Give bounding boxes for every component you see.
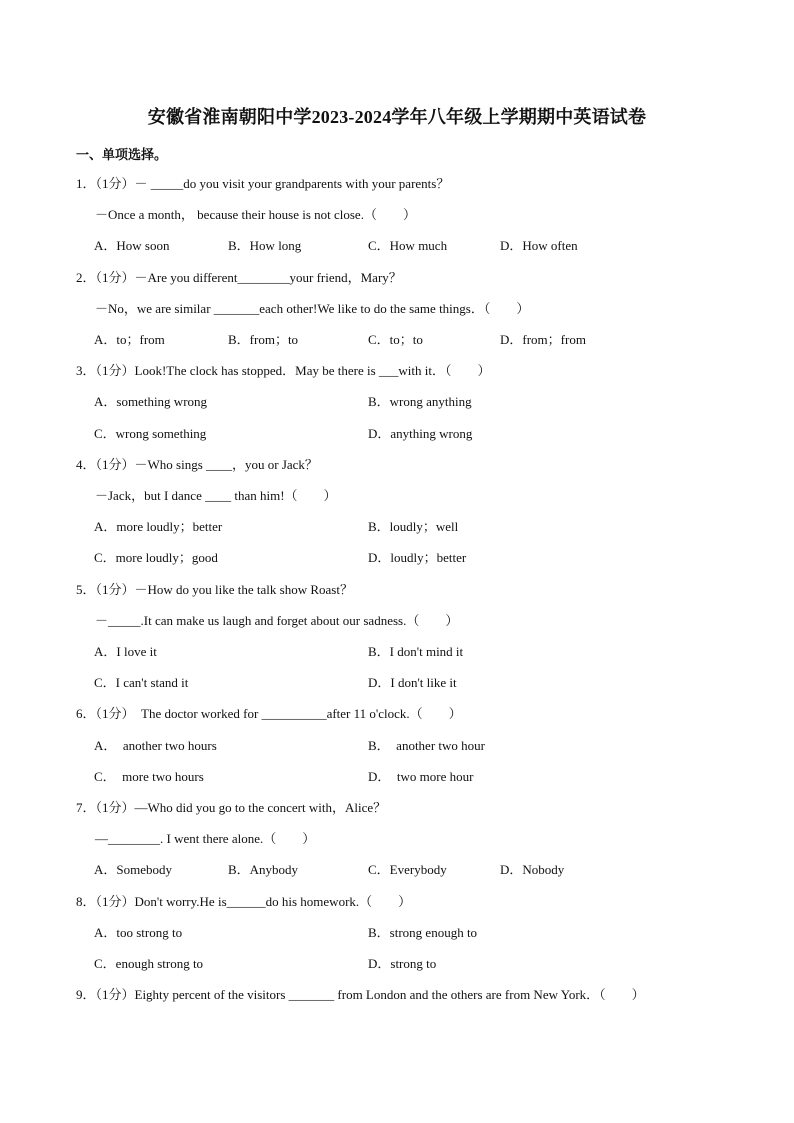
question-1-response: －Once a month， because their house is not close.（ ）	[95, 207, 416, 222]
question-8-option-b[interactable]: B．strong enough to	[368, 925, 478, 940]
question-8-option-c[interactable]: C．enough strong to	[94, 956, 204, 971]
question-6-option-b[interactable]: B． another two hour	[368, 738, 485, 753]
question-1-option-a[interactable]: A．How soon	[94, 238, 170, 253]
question-1-stem: 1．（1分）－ _____do you visit your grandparents with your parents？	[76, 176, 450, 191]
question-5-option-a[interactable]: A．I love it	[94, 644, 157, 659]
question-7-option-a[interactable]: A．Somebody	[94, 862, 173, 877]
question-1-option-d[interactable]: D．How often	[500, 238, 578, 253]
question-3-option-b[interactable]: B．wrong anything	[368, 394, 472, 409]
question-5-option-d[interactable]: D．I don't like it	[368, 675, 457, 690]
question-5-option-b[interactable]: B．I don't mind it	[368, 644, 464, 659]
question-8-option-d[interactable]: D．strong to	[368, 956, 437, 971]
question-3-option-d[interactable]: D．anything wrong	[368, 426, 473, 441]
question-4-option-c[interactable]: C．more loudly；good	[94, 550, 218, 565]
question-4-option-a[interactable]: A．more loudly；better	[94, 519, 223, 534]
question-7-option-c[interactable]: C．Everybody	[368, 862, 447, 877]
question-6-option-d[interactable]: D． two more hour	[368, 769, 474, 784]
question-1-option-c[interactable]: C．How much	[368, 238, 448, 253]
question-3-option-c[interactable]: C．wrong something	[94, 426, 207, 441]
question-4-stem: 4．（1分）－Who sings ____，you or Jack？	[76, 457, 318, 472]
question-7-stem: 7．（1分）—Who did you go to the concert with，Alice？	[76, 800, 387, 815]
question-2-response: －No，we are similar _______each other!We like to do the same things．（ ）	[95, 301, 530, 316]
section-title: 一、单项选择。	[76, 147, 168, 162]
question-2-option-b[interactable]: B．from；to	[228, 332, 299, 347]
question-2-stem: 2．（1分）－Are you different________your friend，Mary？	[76, 270, 402, 285]
question-8-option-a[interactable]: A．too strong to	[94, 925, 183, 940]
question-4-option-b[interactable]: B．loudly；well	[368, 519, 459, 534]
question-6-option-c[interactable]: C． more two hours	[94, 769, 204, 784]
question-3-stem: 3．（1分）Look!The clock has stopped．May be there is ___with it．（ ）	[76, 363, 491, 378]
question-7-response: —________. I went there alone.（ ）	[95, 831, 316, 846]
question-7-option-d[interactable]: D．Nobody	[500, 862, 565, 877]
question-9-stem: 9．（1分）Eighty percent of the visitors _______ from London and the others are from New York．（ ）	[76, 987, 645, 1002]
question-3-option-a[interactable]: A．something wrong	[94, 394, 208, 409]
question-5-response: －_____.It can make us laugh and forget about our sadness.（ ）	[95, 613, 459, 628]
question-2-option-a[interactable]: A．to；from	[94, 332, 165, 347]
question-5-option-c[interactable]: C．I can't stand it	[94, 675, 189, 690]
question-4-option-d[interactable]: D．loudly；better	[368, 550, 467, 565]
question-6-option-a[interactable]: A． another two hours	[94, 738, 217, 753]
question-8-stem: 8．（1分）Don't worry.He is______do his homework.（ ）	[76, 894, 412, 909]
question-6-stem: 6．（1分） The doctor worked for __________after 11 o'clock.（ ）	[76, 706, 462, 721]
page-title: 安徽省淮南朝阳中学2023-2024学年八年级上学期期中英语试卷	[147, 107, 647, 127]
question-2-option-c[interactable]: C．to；to	[368, 332, 423, 347]
question-4-response: －Jack，but I dance ____ than him!（ ）	[95, 488, 337, 503]
question-1-option-b[interactable]: B．How long	[228, 238, 302, 253]
question-7-option-b[interactable]: B．Anybody	[228, 862, 299, 877]
question-5-stem: 5．（1分）－How do you like the talk show Roast？	[76, 582, 353, 597]
question-2-option-d[interactable]: D．from；from	[500, 332, 586, 347]
